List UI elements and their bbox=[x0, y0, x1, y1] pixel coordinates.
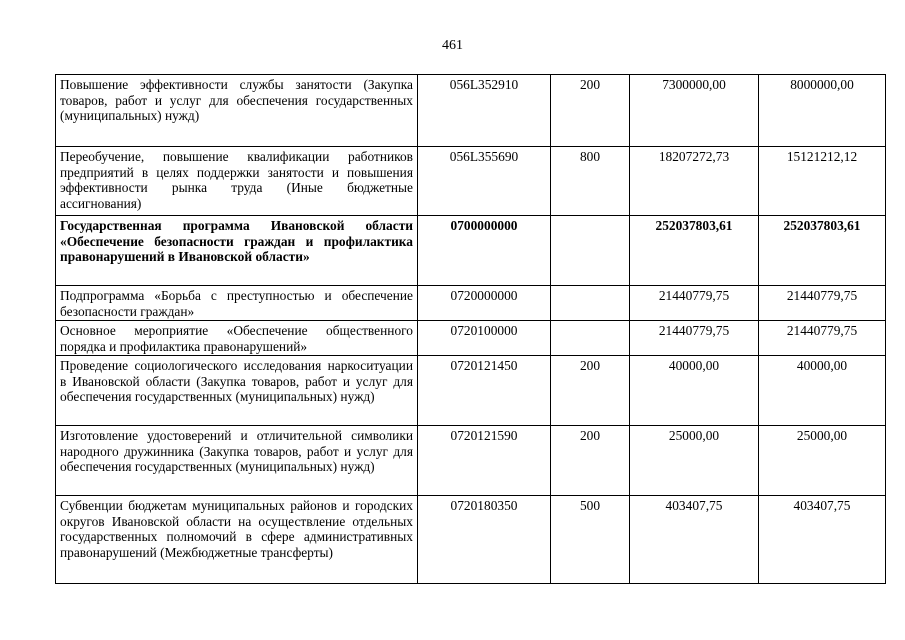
row-sum-2: 403407,75 bbox=[759, 496, 886, 584]
row-name: Государственная программа Ивановской области «Обеспечение безопасности граждан и профилактика правонарушений в Ивановской области» bbox=[56, 216, 418, 286]
row-expense-type bbox=[551, 216, 630, 286]
row-sum-2: 252037803,61 bbox=[759, 216, 886, 286]
row-code: 0720000000 bbox=[418, 286, 551, 321]
budget-table bbox=[55, 74, 886, 584]
row-name: Изготовление удостоверений и отличительной символики народного дружинника (Закупка товаров, работ и услуг для обеспечения государственных (муниципальных) нужд) bbox=[56, 426, 418, 496]
table-row bbox=[56, 356, 886, 426]
row-sum-2: 21440779,75 bbox=[759, 321, 886, 356]
row-sum-1: 21440779,75 bbox=[630, 321, 759, 356]
row-expense-type: 500 bbox=[551, 496, 630, 584]
row-code: 0720100000 bbox=[418, 321, 551, 356]
row-code: 056L352910 bbox=[418, 75, 551, 147]
row-code: 0700000000 bbox=[418, 216, 551, 286]
row-name: Проведение социологического исследования наркоситуации в Ивановской области (Закупка товаров, работ и услуг для обеспечения государственных (муниципальных) нужд) bbox=[56, 356, 418, 426]
row-sum-2: 15121212,12 bbox=[759, 147, 886, 216]
table-row bbox=[56, 321, 886, 356]
table-row bbox=[56, 75, 886, 147]
page-number: 461 bbox=[442, 38, 463, 53]
row-expense-type: 800 bbox=[551, 147, 630, 216]
row-code: 0720121450 bbox=[418, 356, 551, 426]
row-name: Основное мероприятие «Обеспечение общественного порядка и профилактика правонарушений» bbox=[56, 321, 418, 356]
row-sum-2: 40000,00 bbox=[759, 356, 886, 426]
table-row bbox=[56, 147, 886, 216]
table-row bbox=[56, 426, 886, 496]
row-sum-2: 21440779,75 bbox=[759, 286, 886, 321]
row-name: Субвенции бюджетам муниципальных районов и городских округов Ивановской области на осуществление отдельных государственных полномочий в сфере административных правонарушений (Межбюджетные трансферты) bbox=[56, 496, 418, 584]
table-row bbox=[56, 286, 886, 321]
row-code: 056L355690 bbox=[418, 147, 551, 216]
row-name: Повышение эффективности службы занятости (Закупка товаров, работ и услуг для обеспечения государственных (муниципальных) нужд) bbox=[56, 75, 418, 147]
row-expense-type bbox=[551, 286, 630, 321]
row-expense-type bbox=[551, 321, 630, 356]
table-row bbox=[56, 496, 886, 584]
row-sum-1: 25000,00 bbox=[630, 426, 759, 496]
table-row bbox=[56, 216, 886, 286]
row-sum-1: 21440779,75 bbox=[630, 286, 759, 321]
row-code: 0720180350 bbox=[418, 496, 551, 584]
row-expense-type: 200 bbox=[551, 75, 630, 147]
row-sum-1: 7300000,00 bbox=[630, 75, 759, 147]
row-sum-1: 40000,00 bbox=[630, 356, 759, 426]
row-expense-type: 200 bbox=[551, 356, 630, 426]
row-sum-1: 252037803,61 bbox=[630, 216, 759, 286]
row-name: Подпрограмма «Борьба с преступностью и обеспечение безопасности граждан» bbox=[56, 286, 418, 321]
row-expense-type: 200 bbox=[551, 426, 630, 496]
row-sum-1: 403407,75 bbox=[630, 496, 759, 584]
row-sum-1: 18207272,73 bbox=[630, 147, 759, 216]
row-name: Переобучение, повышение квалификации работников предприятий в целях поддержки занятости и повышения эффективности рынка труда (Иные бюджетные ассигнования) bbox=[56, 147, 418, 216]
row-sum-2: 8000000,00 bbox=[759, 75, 886, 147]
row-code: 0720121590 bbox=[418, 426, 551, 496]
row-sum-2: 25000,00 bbox=[759, 426, 886, 496]
